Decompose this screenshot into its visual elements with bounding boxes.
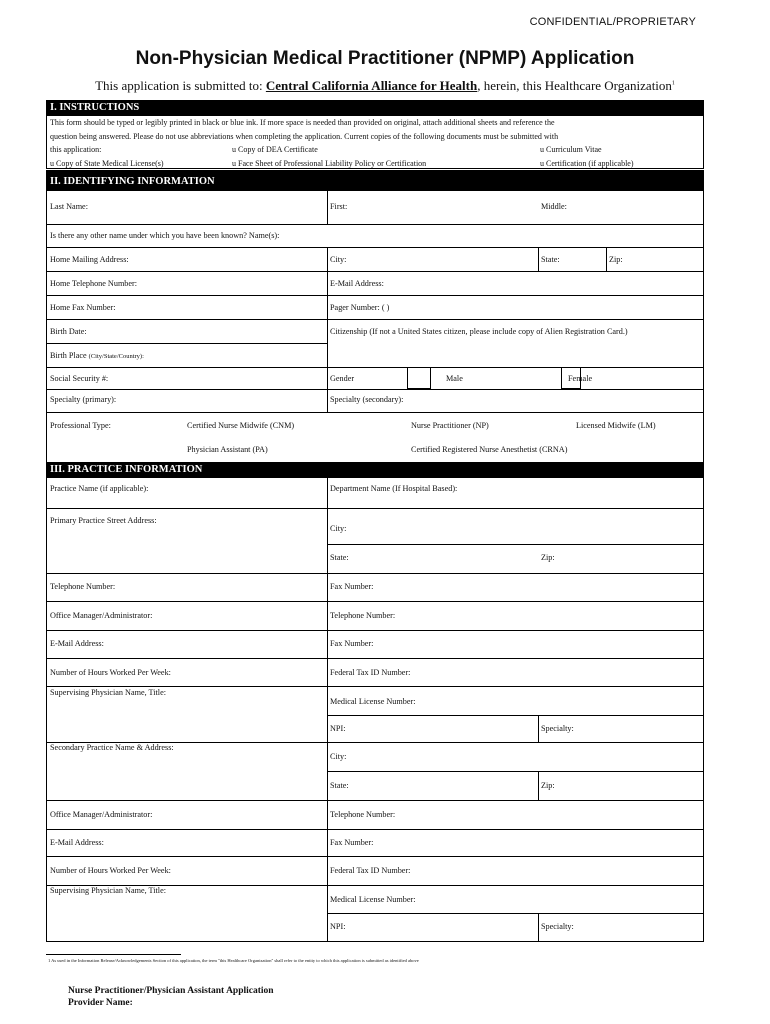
secondary-practice-field[interactable]: Secondary Practice Name & Address: [50, 743, 174, 752]
gender-male-option[interactable]: Male [446, 374, 463, 383]
secondary-office-manager-field[interactable]: Office Manager/Administrator: [50, 810, 153, 819]
identifying-form [46, 191, 704, 467]
footnote-marker: 1 [671, 80, 675, 87]
medical-license-field[interactable]: Medical License Number: [330, 697, 416, 706]
email-field[interactable]: E-Mail Address: [330, 279, 384, 288]
instructions-docs-row-1 [50, 143, 700, 157]
subtitle-suffix: , herein, this Healthcare Organization [477, 78, 672, 93]
footnote-divider [46, 954, 181, 955]
gender-female-option[interactable]: Female [568, 374, 593, 383]
secondary-medical-license-field[interactable]: Medical License Number: [330, 895, 416, 904]
prof-type-lm[interactable]: Licensed Midwife (LM) [576, 421, 656, 430]
tax-id-field[interactable]: Federal Tax ID Number: [330, 668, 411, 677]
instructions-line-2: question being answered. Please do not use abbreviations when completing the application. Current copies of the following documents must be submitted with [50, 131, 559, 141]
primary-state-field[interactable]: State: [330, 553, 349, 562]
practice-telephone-field[interactable]: Telephone Number: [50, 582, 116, 591]
specialty-primary-field[interactable]: Specialty (primary): [50, 395, 117, 404]
secondary-zip-field[interactable]: Zip: [541, 781, 555, 790]
practice-name-field[interactable]: Practice Name (if applicable): [50, 484, 149, 493]
page-title: Non-Physician Medical Practitioner (NPMP) Application [135, 48, 635, 69]
office-manager-field[interactable]: Office Manager/Administrator: [50, 611, 153, 620]
footer-provider-name[interactable]: Provider Name: [68, 998, 133, 1008]
secondary-hours-field[interactable]: Number of Hours Worked Per Week: [50, 866, 171, 875]
instructions-docs-row-2 [50, 157, 700, 171]
doc-certification: u Certification (if applicable) [540, 158, 634, 168]
secondary-city-field[interactable]: City: [330, 752, 347, 761]
section-instructions-heading: I. INSTRUCTIONS [46, 100, 704, 115]
ssn-field[interactable]: Social Security #: [50, 374, 109, 383]
manager-telephone-field[interactable]: Telephone Number: [330, 611, 396, 620]
doc-liability: u Face Sheet of Professional Liability Policy or Certification [232, 158, 427, 168]
prof-type-np[interactable]: Nurse Practitioner (NP) [411, 421, 489, 430]
prof-type-pa[interactable]: Physician Assistant (PA) [187, 445, 268, 454]
specialty-field[interactable]: Specialty: [541, 724, 574, 733]
practice-form [46, 478, 704, 942]
last-name-field[interactable]: Last Name: [50, 202, 88, 211]
doc-cv: u Curriculum Vitae [540, 145, 602, 154]
birth-place-sub-label: (City/State/Country): [88, 353, 144, 360]
primary-address-field[interactable]: Primary Practice Street Address: [50, 516, 157, 525]
citizenship-field[interactable]: Citizenship (If not a United States citizen, please include copy of Alien Registration Card.) [330, 327, 628, 336]
professional-type-label: Professional Type: [50, 421, 111, 430]
primary-city-field[interactable]: City: [330, 524, 347, 533]
secondary-state-field[interactable]: State: [330, 781, 349, 790]
other-name-field[interactable]: Is there any other name under which you have been known? Name(s): [50, 231, 280, 240]
department-name-field[interactable]: Department Name (If Hospital Based): [330, 484, 458, 493]
home-city-field[interactable]: City: [330, 255, 347, 264]
pager-field[interactable]: Pager Number: ( ) [330, 303, 390, 312]
secondary-fax-field[interactable]: Fax Number: [330, 838, 374, 847]
instructions-line-1: This form should be typed or legibly printed in black or blue ink. If more space is needed than provided on original, attach additional sheets and reference the [50, 118, 555, 127]
gender-box-1[interactable] [407, 367, 431, 389]
first-name-field[interactable]: First: [330, 202, 348, 211]
gender-label: Gender [330, 374, 355, 383]
npi-field[interactable]: NPI: [330, 724, 346, 733]
birth-date-field[interactable]: Birth Date: [50, 327, 87, 336]
secondary-npi-field[interactable]: NPI: [330, 922, 346, 931]
instructions-box [46, 115, 704, 169]
birth-place-field[interactable] [47, 351, 144, 360]
subtitle-prefix: This application is submitted to: [95, 78, 266, 93]
prof-type-cnm[interactable]: Certified Nurse Midwife (CNM) [187, 421, 295, 430]
secondary-email-field[interactable]: E-Mail Address: [50, 838, 104, 847]
hours-per-week-field[interactable]: Number of Hours Worked Per Week: [50, 668, 171, 677]
secondary-telephone-field[interactable]: Telephone Number: [330, 810, 396, 819]
instructions-line-3: this application: [50, 145, 102, 154]
specialty-secondary-field[interactable]: Specialty (secondary): [330, 395, 404, 404]
prof-type-crna[interactable]: Certified Registered Nurse Anesthetist (CRNA) [411, 445, 568, 454]
secondary-supervising-field[interactable]: Supervising Physician Name, Title: [50, 886, 166, 895]
birth-place-label: Birth Place [50, 351, 87, 360]
section-practice-heading: III. PRACTICE INFORMATION [46, 462, 704, 478]
secondary-specialty-field[interactable]: Specialty: [541, 922, 574, 931]
practice-fax-field[interactable]: Fax Number: [330, 582, 374, 591]
supervising-physician-field[interactable]: Supervising Physician Name, Title: [50, 688, 166, 697]
footer-app-title: Nurse Practitioner/Physician Assistant Application [68, 986, 274, 996]
doc-license: u Copy of State Medical License(s) [50, 158, 164, 168]
home-phone-field[interactable]: Home Telephone Number: [50, 279, 138, 288]
organization-name: Central California Alliance for Health [265, 78, 478, 93]
page-subtitle [0, 78, 770, 94]
home-address-field[interactable]: Home Mailing Address: [50, 255, 129, 264]
home-zip-field[interactable]: Zip: [609, 255, 623, 264]
home-fax-field[interactable]: Home Fax Number: [50, 303, 116, 312]
home-state-field[interactable]: State: [541, 255, 560, 264]
primary-zip-field[interactable]: Zip: [541, 553, 555, 562]
manager-fax-field[interactable]: Fax Number: [330, 639, 374, 648]
middle-name-field[interactable]: Middle: [541, 202, 567, 211]
section-identifying-heading: II. IDENTIFYING INFORMATION [46, 170, 704, 191]
confidential-label: CONFIDENTIAL/PROPRIETARY [529, 16, 696, 28]
doc-dea: u Copy of DEA Certificate [232, 145, 318, 154]
secondary-tax-id-field[interactable]: Federal Tax ID Number: [330, 866, 411, 875]
footnote-text: 1 As used in the Information Release/Acknowledgements Section of this application, the term "this Healthcare Organization" shall refer to the entity to which this application is submitted as identified above [48, 958, 419, 963]
practice-email-field[interactable]: E-Mail Address: [50, 639, 104, 648]
